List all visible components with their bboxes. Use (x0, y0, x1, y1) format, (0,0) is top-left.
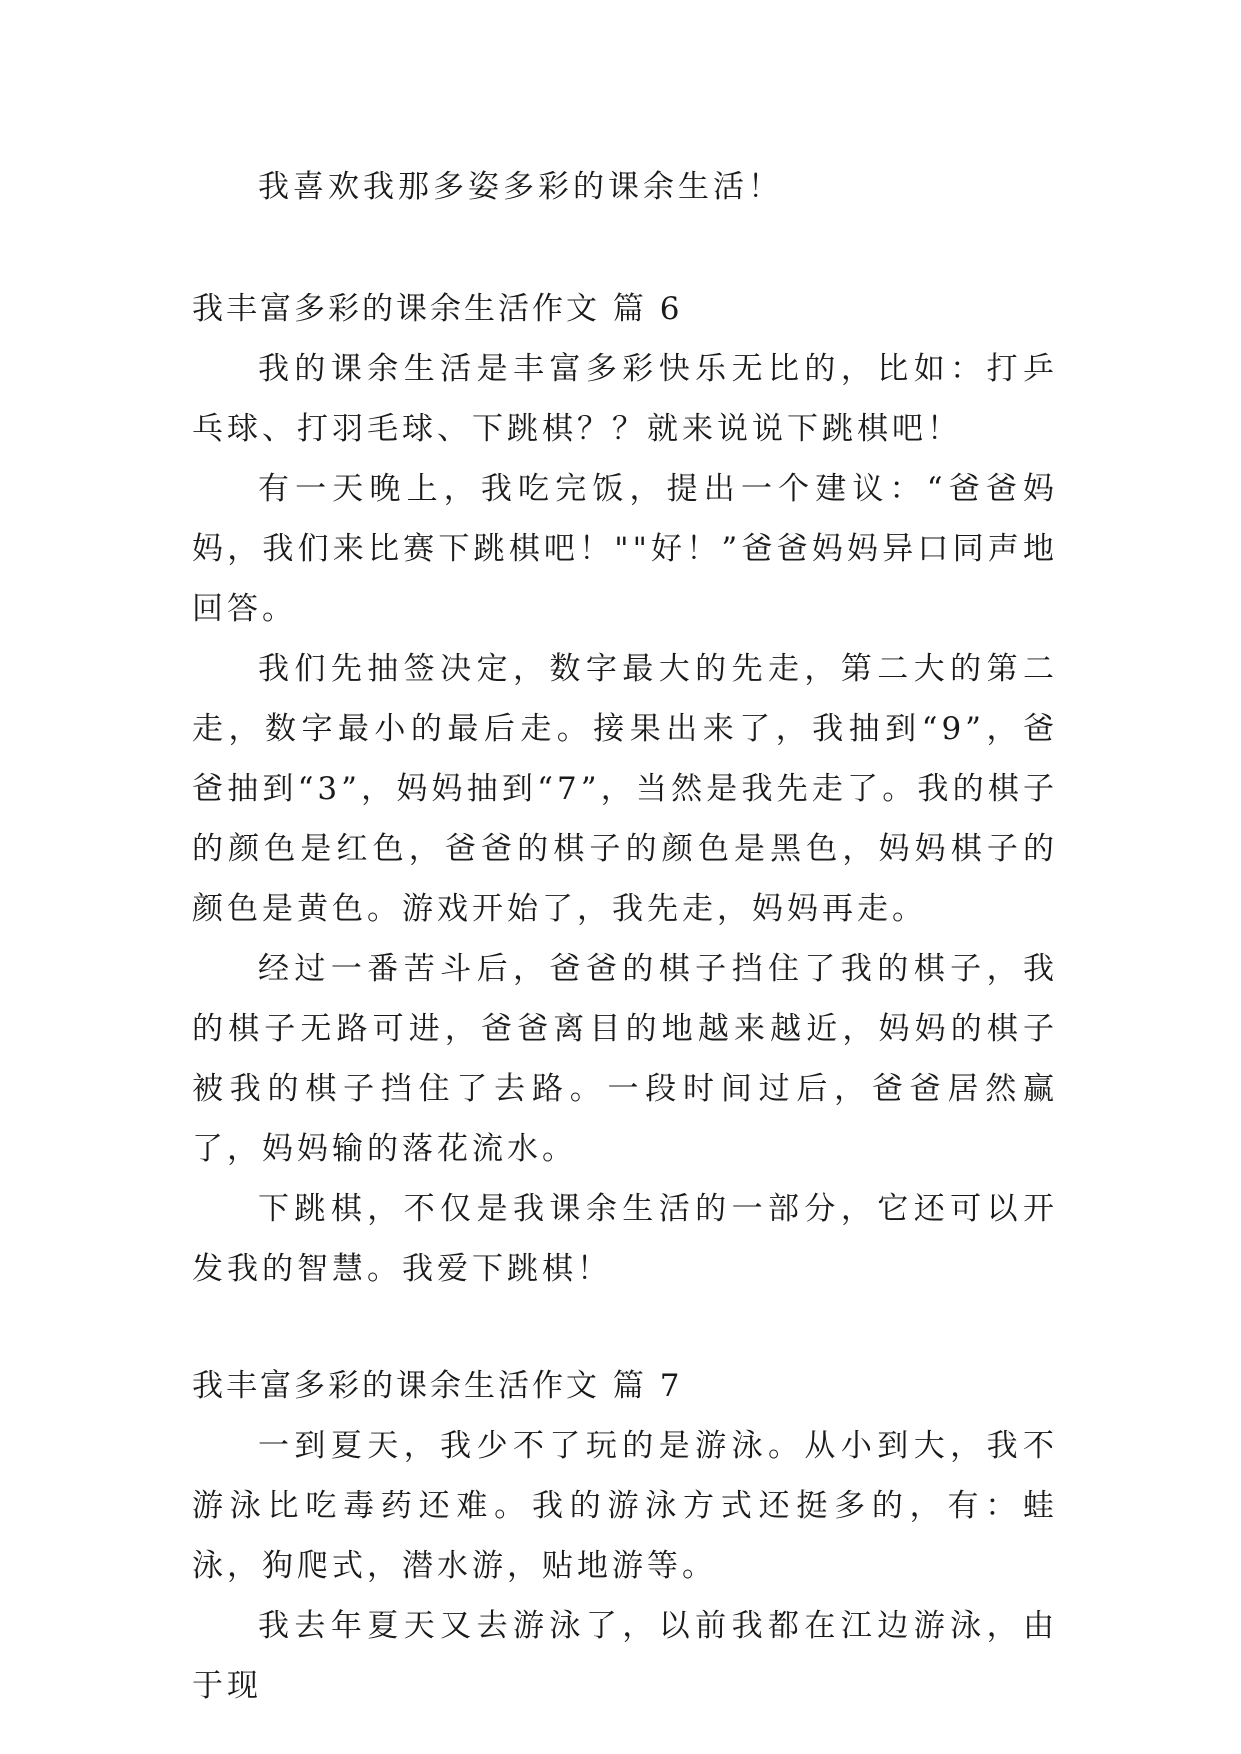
section-6-heading: 我丰富多彩的课余生活作文 篇 6 (192, 291, 683, 327)
section-6-paragraph-2: 有一天晚上，我吃完饭，提出一个建议：“爸爸妈妈，我们来比赛下跳棋吧！""好！”爸爸妈妈异口同声地回答。 (192, 471, 1058, 627)
document-page (192, 0, 1058, 1716)
section-6-paragraph-4: 经过一番苦斗后，爸爸的棋子挡住了我的棋子，我的棋子无路可进，爸爸离目的地越来越近，妈妈的棋子被我的棋子挡住了去路。一段时间过后，爸爸居然赢了，妈妈输的落花流水。 (192, 951, 1058, 1167)
section-7-paragraph-2: 我去年夏天又去游泳了，以前我都在江边游泳，由于现 (192, 1608, 1058, 1704)
section-6-paragraph-3: 我们先抽签决定，数字最大的先走，第二大的第二走，数字最小的最后走。接果出来了，我抽到“9”，爸爸抽到“3”，妈妈抽到“7”，当然是我先走了。我的棋子的颜色是红色，爸爸的棋子的颜色是黑色，妈妈棋子的颜色是黄色。游戏开始了，我先走，妈妈再走。 (192, 651, 1058, 927)
intro-closing-paragraph: 我喜欢我那多姿多彩的课余生活！ (258, 169, 783, 205)
section-6-paragraph-1: 我的课余生活是丰富多彩快乐无比的，比如：打乒乓球、打羽毛球、下跳棋？？就来说说下跳棋吧！ (192, 351, 1058, 447)
section-7-heading: 我丰富多彩的课余生活作文 篇 7 (192, 1368, 683, 1404)
section-6-paragraph-5: 下跳棋，不仅是我课余生活的一部分，它还可以开发我的智慧。我爱下跳棋！ (192, 1191, 1058, 1287)
section-7-paragraph-1: 一到夏天，我少不了玩的是游泳。从小到大，我不游泳比吃毒药还难。我的游泳方式还挺多的，有：蛙泳，狗爬式，潜水游，贴地游等。 (192, 1428, 1058, 1584)
